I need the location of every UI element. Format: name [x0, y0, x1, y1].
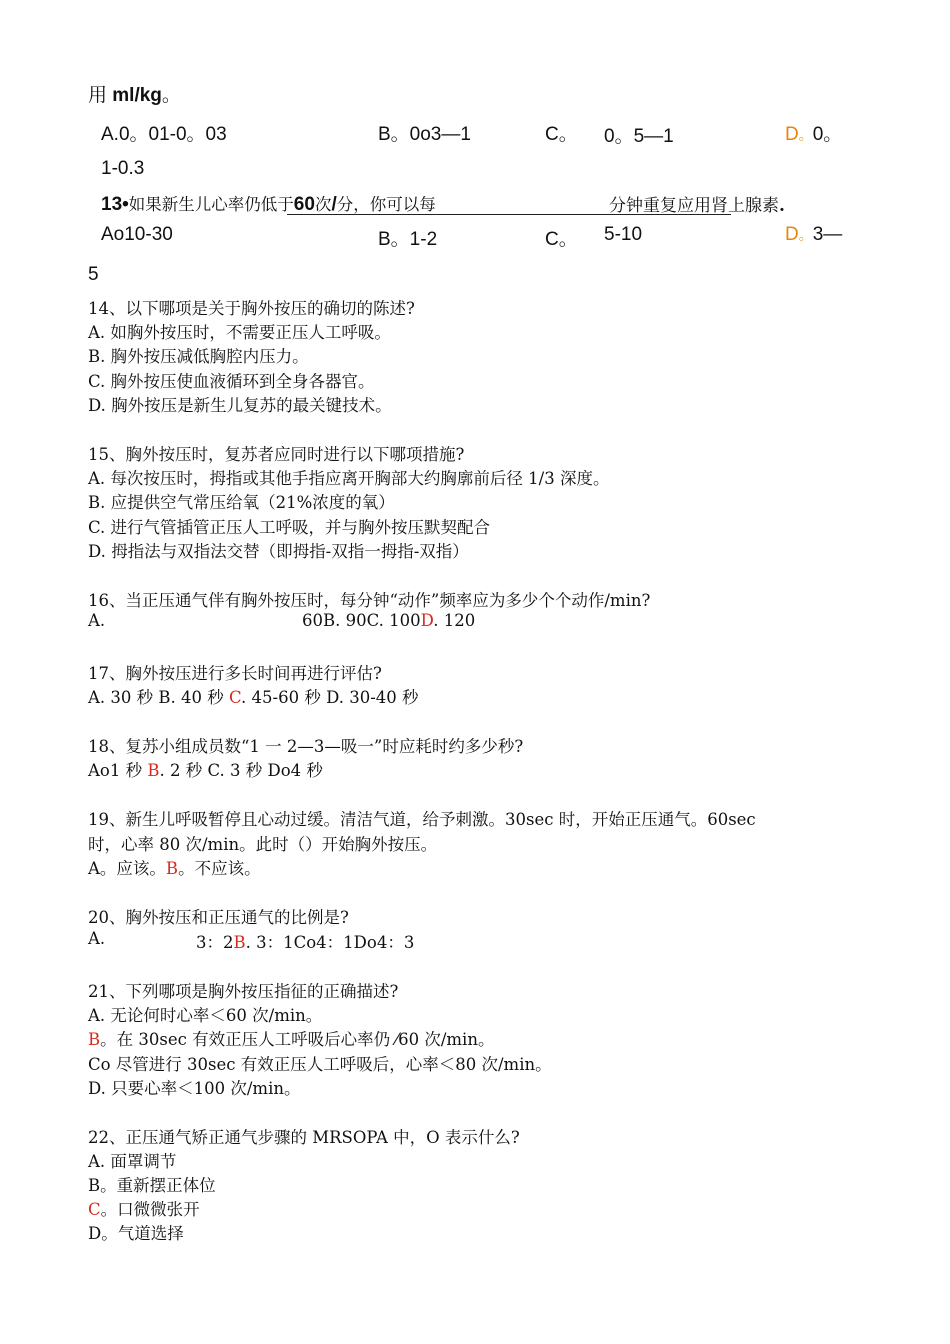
q13-option-a: Ao10-30	[101, 224, 173, 245]
q20-options: 3：2B. 3：1Co4：1Do4：3	[196, 933, 415, 952]
q22-option-d: D。气道选择	[88, 1224, 184, 1243]
q21-option-d: D. 只要心率＜100 次/min。	[88, 1079, 301, 1098]
q14-option-b: B. 胸外按压减低胸腔内压力。	[88, 347, 309, 366]
q13-option-d: D。3—	[785, 224, 843, 245]
q18-answer-b: B	[147, 761, 160, 780]
q18-options: Ao1 秒 B. 2 秒 C. 3 秒 Do4 秒	[88, 761, 323, 780]
q21-answer-b: B	[88, 1030, 101, 1049]
q12-tail: 用 ml/kg。	[88, 85, 181, 106]
q13-question-end: 分钟重复应用肾上腺素.	[609, 196, 785, 216]
q17-options: A. 30 秒 B. 40 秒 C. 45-60 秒 D. 30-40 秒	[88, 688, 419, 707]
q12-option-c: C。	[545, 124, 578, 145]
q16-options: 60B. 90C. 100D. 120	[302, 611, 476, 630]
q12-option-c-value: 0。5—1	[604, 126, 674, 147]
q22-answer-c: C	[88, 1200, 101, 1219]
q12-unit: ml/kg	[112, 85, 162, 106]
q14-option-a: A. 如胸外按压时，不需要正压人工呼吸。	[88, 323, 391, 342]
q12-option-a: A.0。01-0。03	[101, 124, 227, 145]
q13-option-c-value: 5-10	[604, 224, 643, 245]
q22-option-a: A. 面罩调节	[88, 1152, 177, 1171]
q22-question: 22、正压通气矫正通气步骤的 MRSOPA 中，O 表示什么?	[88, 1128, 520, 1147]
q21-option-c: Co 尽管进行 30sec 有效正压人工呼吸后，心率＜80 次/min。	[88, 1055, 552, 1074]
q12-option-b: B。0o3—1	[378, 124, 471, 145]
q13-option-b: B。1-2	[378, 229, 438, 250]
q14-question: 14、以下哪项是关于胸外按压的确切的陈述?	[88, 299, 415, 318]
q13-option-c: C。	[545, 229, 578, 250]
q22-option-c: C。口微微张开	[88, 1200, 200, 1219]
q20-option-a: A.	[88, 929, 106, 948]
q20-question: 20、胸外按压和正压通气的比例是?	[88, 908, 349, 927]
q15-option-c: C. 进行气管插管正压人工呼吸，并与胸外按压默契配合	[88, 518, 491, 537]
q14-option-d: D. 胸外按压是新生儿复苏的最关键技术。	[88, 396, 392, 415]
q19-question-line2: 时，心率 80 次/min。此时（）开始胸外按压。	[88, 835, 438, 854]
q19-answer-b: B	[165, 859, 179, 878]
q21-option-b: B。在 30sec 有效正压人工呼吸后心率仍 ⁄60 次/min。	[88, 1030, 495, 1049]
q13-question: 13•如果新生儿心率仍低于60次/分，你可以每	[101, 194, 436, 215]
q12-option-d: D。0。	[785, 124, 843, 145]
q22-option-b: B。重新摆正体位	[88, 1176, 216, 1195]
q12-option-d-wrap: 1-0.3	[101, 158, 145, 179]
q21-option-a: A. 无论何时心率＜60 次/min。	[88, 1006, 323, 1025]
q15-option-a: A. 每次按压时，拇指或其他手指应离开胸部大约胸廓前后径 1/3 深度。	[88, 469, 610, 488]
q15-option-b: B. 应提供空气常压给氧（21%浓度的氧）	[88, 493, 395, 512]
q16-option-a: A.	[88, 611, 106, 630]
q14-option-c: C. 胸外按压使血液循环到全身各器官。	[88, 372, 375, 391]
q17-answer-c: C	[229, 688, 242, 707]
q13-option-d-wrap: 5	[88, 264, 99, 285]
q13-answer-blank	[287, 214, 731, 215]
q19-options: A。应该。B。不应该。	[88, 859, 261, 878]
q18-question: 18、复苏小组成员数“1 一 2—3—吸一”时应耗时约多少秒?	[88, 737, 524, 756]
q15-option-d: D. 拇指法与双指法交替（即拇指-双指一拇指-双指）	[88, 542, 469, 561]
q19-question-line1: 19、新生儿呼吸暂停且心动过缓。清洁气道，给予刺激。30sec 时，开始正压通气。60sec	[88, 810, 756, 829]
q20-answer-b: B	[233, 933, 246, 952]
q17-question: 17、胸外按压进行多长时间再进行评估?	[88, 664, 382, 683]
q21-question: 21、下列哪项是胸外按压指征的正确描述?	[88, 982, 399, 1001]
q15-question: 15、胸外按压时，复苏者应同时进行以下哪项措施?	[88, 445, 465, 464]
q16-answer-d: D	[420, 611, 434, 630]
q16-question: 16、当正压通气伴有胸外按压时，每分钟“动作”频率应为多少个个动作/min?	[88, 591, 651, 610]
